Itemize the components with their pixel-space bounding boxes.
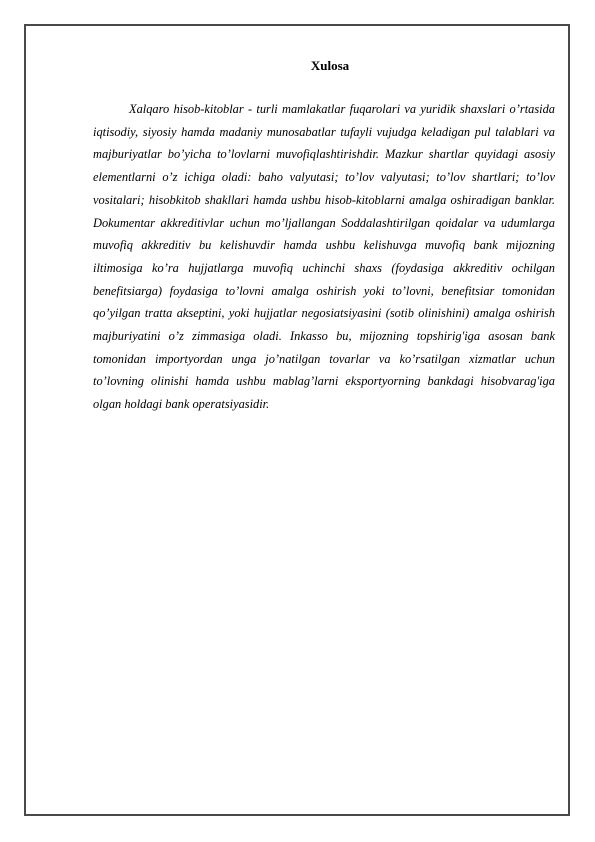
conclusion-paragraph: Xalqaro hisob-kitoblar - turli mamlakatlar fuqarolari va yuridik shaxslari o’rtasida iqtisodiy, siyosiy hamda madaniy munosabatlar tufayli vujudga keladigan pul talablari va majburiyatlar bo’yicha to’lovlarni muvofiqlashtirishdir. Mazkur shartlar quyidagi asosiy elementlarni o’z ichiga oladi: baho valyutasi; to’lov valyutasi; to’lov shartlari; to’lov vositalari; hisobkitob shakllari hamda ushbu hisob-kitoblarni amalga oshiradigan banklar. Dokumentar akkreditivlar uchun mo’ljallangan Soddalashtirilgan qoidalar va udumlarga muvofiq akkreditiv bu kelishuvdir hamda ushbu kelishuvga muvofiq bank mijozning iltimosiga ko’ra hujjatlarga muvofiq uchinchi shaxs (foydasiga akkreditiv ochilgan benefitsiarga) foydasiga to’lovni amalga oshirish yoki to’lovni, benefitsiar tomonidan qo’yilgan tratta akseptini, yoki hujjatlar negosiatsiyasini (sotib olinishini) amalga oshirish majburiyatini o’z zimmasiga oladi. Inkasso bu, mijozning topshirig'iga asosan bank tomonidan importyordan unga jo’natilgan tovarlar va ko’rsatilgan xizmatlar uchun to’lovning olinishi hamda ushbu mablag’larni eksportyorning bankdagi hisobvarag'iga olgan holdagi bank operatsiyasidir.: [93, 102, 555, 412]
document-body: [93, 56, 555, 416]
document-title: Xulosa: [310, 58, 350, 73]
